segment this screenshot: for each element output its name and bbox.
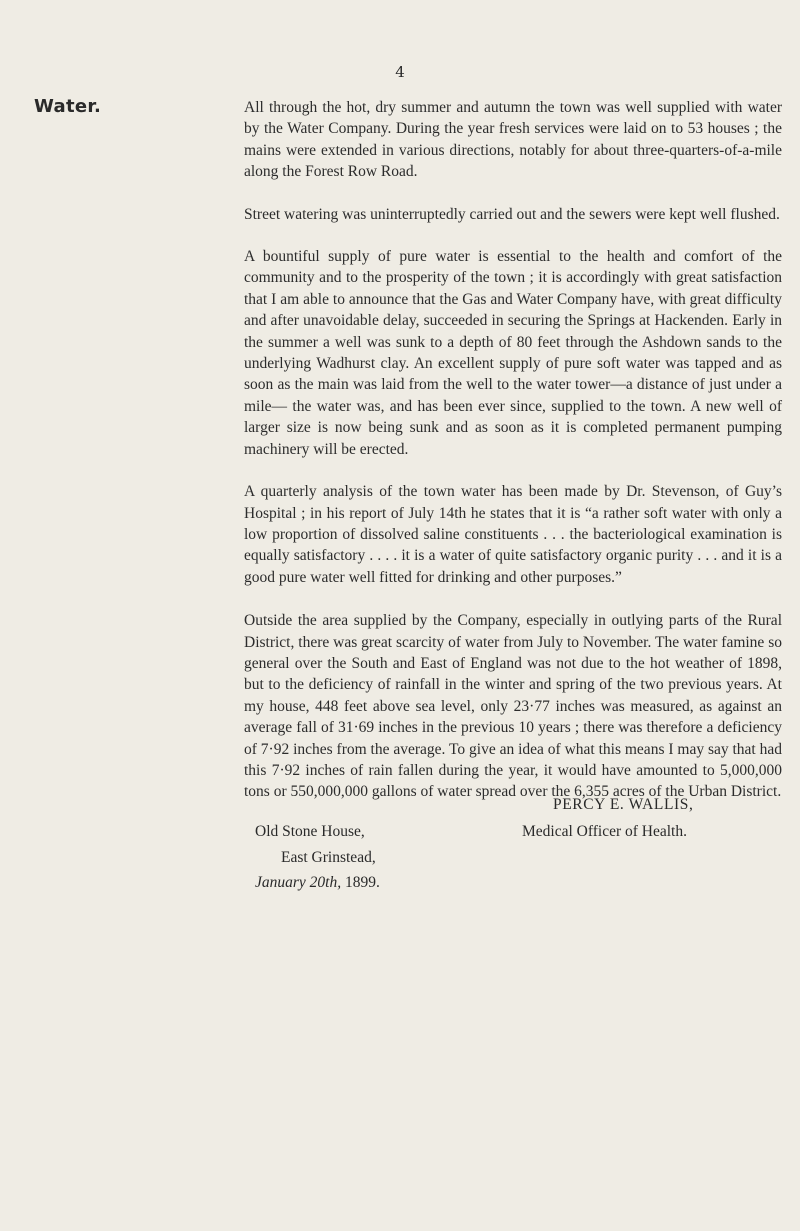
paragraph-water-supply: All through the hot, dry summer and autumn the town was well supplied with water by the Water Company. During the year fresh services were laid on to 53 houses ; the mains were extended in various directions, notably for about three-quarters-of-a-mile along the Forest Row Road. [244, 99, 782, 181]
paragraph-hackenden-springs: A bountiful supply of pure water is essential to the health and comfort of the community and to the prosperity of the town ; it is accordingly with great satisfaction that I am able to announce that the Gas and Water Company have, with great difficulty and after unavoidable delay, succeeded in securing the Springs at Hackenden. Early in the summer a well was sunk to a depth of 80 feet through the Ashdown sands to the underlying Wadhurst clay. An excellent supply of pure soft water was tapped and as soon as the main was laid from the well to the water tower—a distance of just under a mile— the water was, and has been ever since, supplied to the town. A new well of larger size is now being sunk and as soon as it is completed permanent pumping machinery will be erected. [244, 248, 782, 458]
signature-name: PERCY E. WALLIS, [553, 796, 694, 813]
address-line-2: East Grinstead, [281, 849, 376, 866]
paragraph-quarterly-analysis: A quarterly analysis of the town water has been made by Dr. Stevenson, of Guy’s Hospital ; in his report of July 14th he states that it is “a rather soft water with only a low proportion of dissolved saline constituents . . . the bacteriological examination is equally satisfactory . . . . it is a water of quite satisfactory organic purity . . . and it is a good pure water well fitted for drinking and other purposes.” [244, 483, 782, 586]
paragraph-street-watering: Street watering was uninterruptedly carried out and the sewers were kept well flushed. [244, 205, 780, 223]
paragraph-rural-scarcity: Outside the area supplied by the Company, especially in outlying parts of the Rural District, there was great scarcity of water from July to November. The water famine so general over the South and East of England was not due to the hot weather of 1898, but to the deficiency of rainfall in the winter and spring of the two previous years. At my house, 448 feet above sea level, only 23·77 inches was measured, as against an average fall of 31·69 inches in the previous 10 years ; there was therefore a deficiency of 7·92 inches from the average. To give an idea of what this means I may say that had this 7·92 inches of rain fallen during the year, it would have amounted to 5,000,000 tons or 550,000,000 gallons of water spread over the 6,355 acres of the Urban District. [244, 612, 782, 801]
signature-date-year: 1899. [344, 874, 380, 891]
address-line-1: Old Stone House, [255, 823, 365, 840]
signature-date-day: January 20th, [255, 874, 342, 891]
signature-date [255, 874, 380, 892]
body-text [244, 97, 782, 824]
signature-title: Medical Officer of Health. [522, 823, 687, 840]
section-heading: Water. [34, 96, 102, 117]
page-number: 4 [395, 63, 405, 81]
